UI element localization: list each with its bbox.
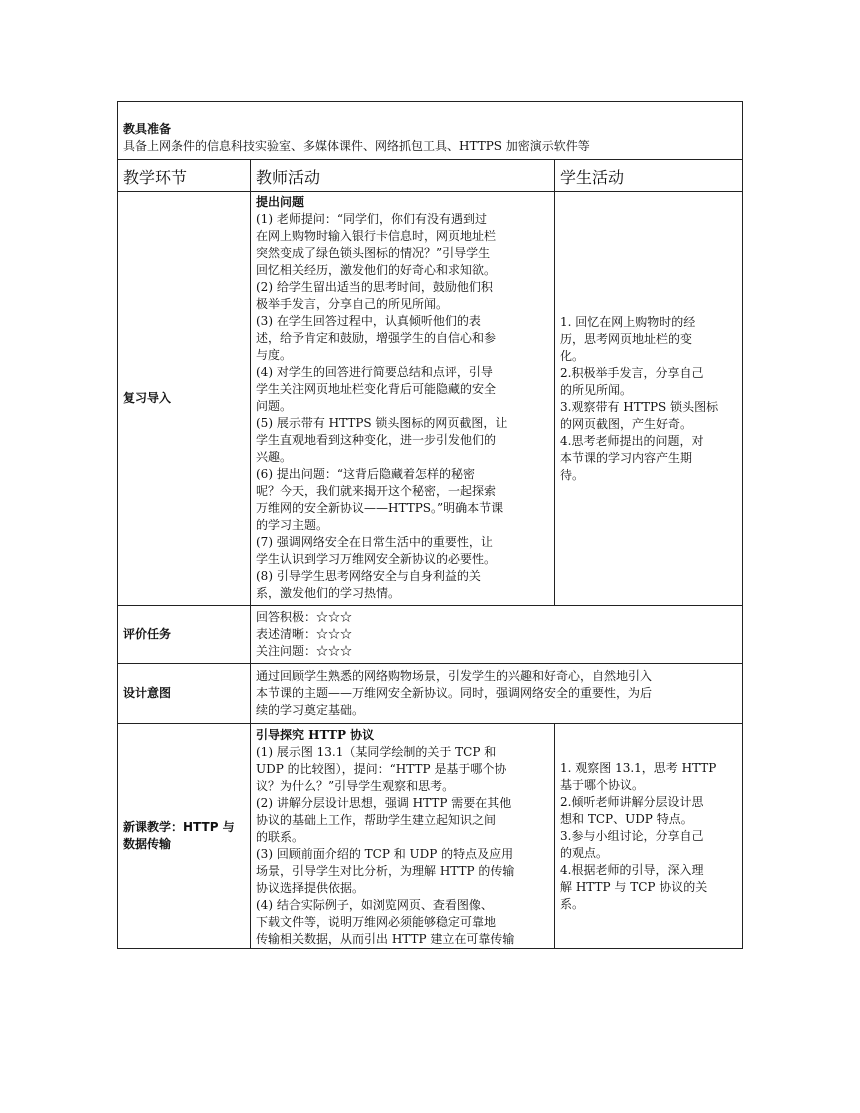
evaluation-line: 回答积极：☆☆☆ [256, 610, 353, 624]
newlesson-teacher-lines [256, 744, 549, 948]
review-student-line: 1. 回忆在网上购物时的经 [560, 314, 696, 329]
review-teacher-line: (7) 强调网络安全在日常生活中的重要性，让 [256, 535, 493, 549]
prep-cell [118, 102, 743, 160]
review-teacher-line: 学生认识到学习万维网安全新协议的必要性。 [256, 552, 497, 566]
lesson-plan-table [117, 101, 743, 949]
review-teacher-line: 在网上购物时输入银行卡信息时，网页地址栏 [256, 229, 497, 243]
review-teacher-line: 学生关注网页地址栏变化背后可能隐藏的安全 [256, 382, 497, 396]
header-student: 学生活动 [555, 160, 743, 192]
newlesson-stage-line: 数据传输 [123, 837, 172, 851]
newlesson-stage-cell [118, 724, 251, 949]
newlesson-teacher-line: (3) 回顾前面介绍的 TCP 和 UDP 的特点及应用 [256, 847, 514, 861]
review-teacher-line: 万维网的安全新协议——HTTPS。”明确本节课 [256, 501, 504, 515]
review-teacher-line: (8) 引导学生思考网络安全与自身利益的关 [256, 569, 481, 583]
review-teacher-line: 述，给予肯定和鼓励，增强学生的自信心和参 [256, 331, 497, 345]
header-stage: 教学环节 [118, 160, 251, 192]
review-teacher-line: (2) 给学生留出适当的思考时间，鼓励他们积 [256, 280, 493, 294]
review-teacher-line: (1) 老师提问：“同学们，你们有没有遇到过 [256, 212, 487, 226]
design-cell [251, 664, 743, 724]
evaluation-line: 表述清晰：☆☆☆ [256, 627, 353, 641]
review-student-line: 3.观察带有 HTTPS 锁头图标 [560, 399, 719, 414]
evaluation-row [118, 606, 743, 664]
review-teacher-line: 突然变成了绿色锁头图标的情况？”引导学生 [256, 246, 491, 260]
evaluation-line: 关注问题：☆☆☆ [256, 644, 353, 658]
review-teacher-cell [251, 192, 555, 606]
newlesson-student-line: 1. 观察图 13.1，思考 HTTP [560, 760, 717, 775]
newlesson-teacher-line: (2) 讲解分层设计思想，强调 HTTP 需要在其他 [256, 796, 512, 810]
review-teacher-line: 回忆相关经历，激发他们的好奇心和求知欲。 [256, 263, 497, 277]
evaluation-stage: 评价任务 [118, 606, 251, 664]
newlesson-teacher-line: 协议的基础上工作，帮助学生建立起知识之间 [256, 813, 497, 827]
review-student-line: 4.思考老师提出的问题，对 [560, 433, 704, 448]
review-row [118, 192, 743, 606]
review-teacher-line: (4) 对学生的回答进行简要总结和点评，引导 [256, 365, 493, 379]
evaluation-lines [256, 609, 737, 660]
newlesson-student-line: 解 HTTP 与 TCP 协议的关 [560, 879, 708, 894]
newlesson-student-line: 基于哪个协议。 [560, 777, 645, 792]
newlesson-student-line: 想和 TCP、UDP 特点。 [560, 811, 693, 826]
review-teacher-line: (6) 提出问题：“这背后隐藏着怎样的秘密 [256, 467, 475, 481]
review-teacher-line: 的学习主题。 [256, 518, 329, 532]
review-student-line: 的所见所闻。 [560, 382, 633, 397]
review-student-line: 本节课的学习内容产生期 [560, 450, 693, 465]
newlesson-student-line: 的观点。 [560, 845, 609, 860]
review-stage: 复习导入 [118, 192, 251, 606]
review-student-line: 化。 [560, 348, 585, 363]
review-student-line: 2.积极举手发言，分享自己 [560, 365, 704, 380]
design-lines [256, 668, 737, 719]
newlesson-teacher-line: 议？为什么？”引导学生观察和思考。 [256, 779, 455, 793]
review-teacher-line: 学生直观地看到这种变化，进一步引发他们的 [256, 433, 497, 447]
design-row [118, 664, 743, 724]
evaluation-cell [251, 606, 743, 664]
newlesson-teacher-cell [251, 724, 555, 949]
newlesson-teacher-line: UDP 的比较图），提问：“HTTP 是基于哪个协 [256, 762, 507, 776]
newlesson-stage [123, 819, 245, 853]
review-student-lines [560, 314, 737, 484]
newlesson-teacher-line: 下载文件等，说明万维网必须能够稳定可靠地 [256, 915, 497, 929]
review-teacher-line: (3) 在学生回答过程中，认真倾听他们的表 [256, 314, 481, 328]
review-student-cell [555, 192, 743, 606]
newlesson-teacher-line: 场景，引导学生对比分析，为理解 HTTP 的传输 [256, 864, 515, 878]
newlesson-stage-line: 新课教学：HTTP 与 [123, 820, 235, 834]
review-teacher-line: 系，激发他们的学习热情。 [256, 586, 401, 600]
review-teacher-line: 与度。 [256, 348, 293, 362]
design-line: 本节课的主题——万维网安全新协议。同时，强调网络安全的重要性，为后 [256, 686, 653, 700]
review-teacher-line: (5) 展示带有 HTTPS 锁头图标的网页截图，让 [256, 416, 508, 430]
header-row [118, 160, 743, 192]
review-teacher-title: 提出问题 [256, 195, 305, 209]
review-student-line: 的网页截图，产生好奇。 [560, 416, 693, 431]
newlesson-teacher-line: 传输相关数据，从而引出 HTTP 建立在可靠传输 [256, 932, 515, 946]
review-teacher-line: 极举手发言，分享自己的所见所闻。 [256, 297, 449, 311]
newlesson-teacher-title: 引导探究 HTTP 协议 [256, 728, 375, 742]
prep-title: 教具准备 [123, 122, 172, 136]
newlesson-teacher-line: (1) 展示图 13.1（某同学绘制的关于 TCP 和 [256, 745, 497, 759]
newlesson-student-line: 2.倾听老师讲解分层设计思 [560, 794, 704, 809]
review-student-line: 待。 [560, 467, 585, 482]
design-line: 通过回顾学生熟悉的网络购物场景，引发学生的兴趣和好奇心，自然地引入 [256, 669, 653, 683]
newlesson-teacher-line: 协议选择提供依据。 [256, 881, 365, 895]
newlesson-row [118, 724, 743, 949]
prep-row [118, 102, 743, 160]
newlesson-student-line: 3.参与小组讨论，分享自己 [560, 828, 704, 843]
newlesson-teacher-line: 的联系。 [256, 830, 305, 844]
review-teacher-line: 问题。 [256, 399, 293, 413]
header-teacher: 教师活动 [251, 160, 555, 192]
design-line: 续的学习奠定基础。 [256, 703, 365, 717]
newlesson-student-line: 系。 [560, 896, 585, 911]
newlesson-student-lines [560, 760, 737, 913]
prep-text: 具备上网条件的信息科技实验室、多媒体课件、网络抓包工具、HTTPS 加密演示软件等 [123, 139, 590, 153]
newlesson-student-cell [555, 724, 743, 949]
review-teacher-lines [256, 211, 549, 602]
lesson-plan-page [117, 101, 742, 949]
design-stage: 设计意图 [118, 664, 251, 724]
review-student-line: 历，思考网页地址栏的变 [560, 331, 693, 346]
review-teacher-line: 呢？今天，我们就来揭开这个秘密，一起探索 [256, 484, 497, 498]
newlesson-student-line: 4.根据老师的引导，深入理 [560, 862, 704, 877]
newlesson-teacher-line: (4) 结合实际例子，如浏览网页、查看图像、 [256, 898, 493, 912]
review-teacher-line: 兴趣。 [256, 450, 293, 464]
